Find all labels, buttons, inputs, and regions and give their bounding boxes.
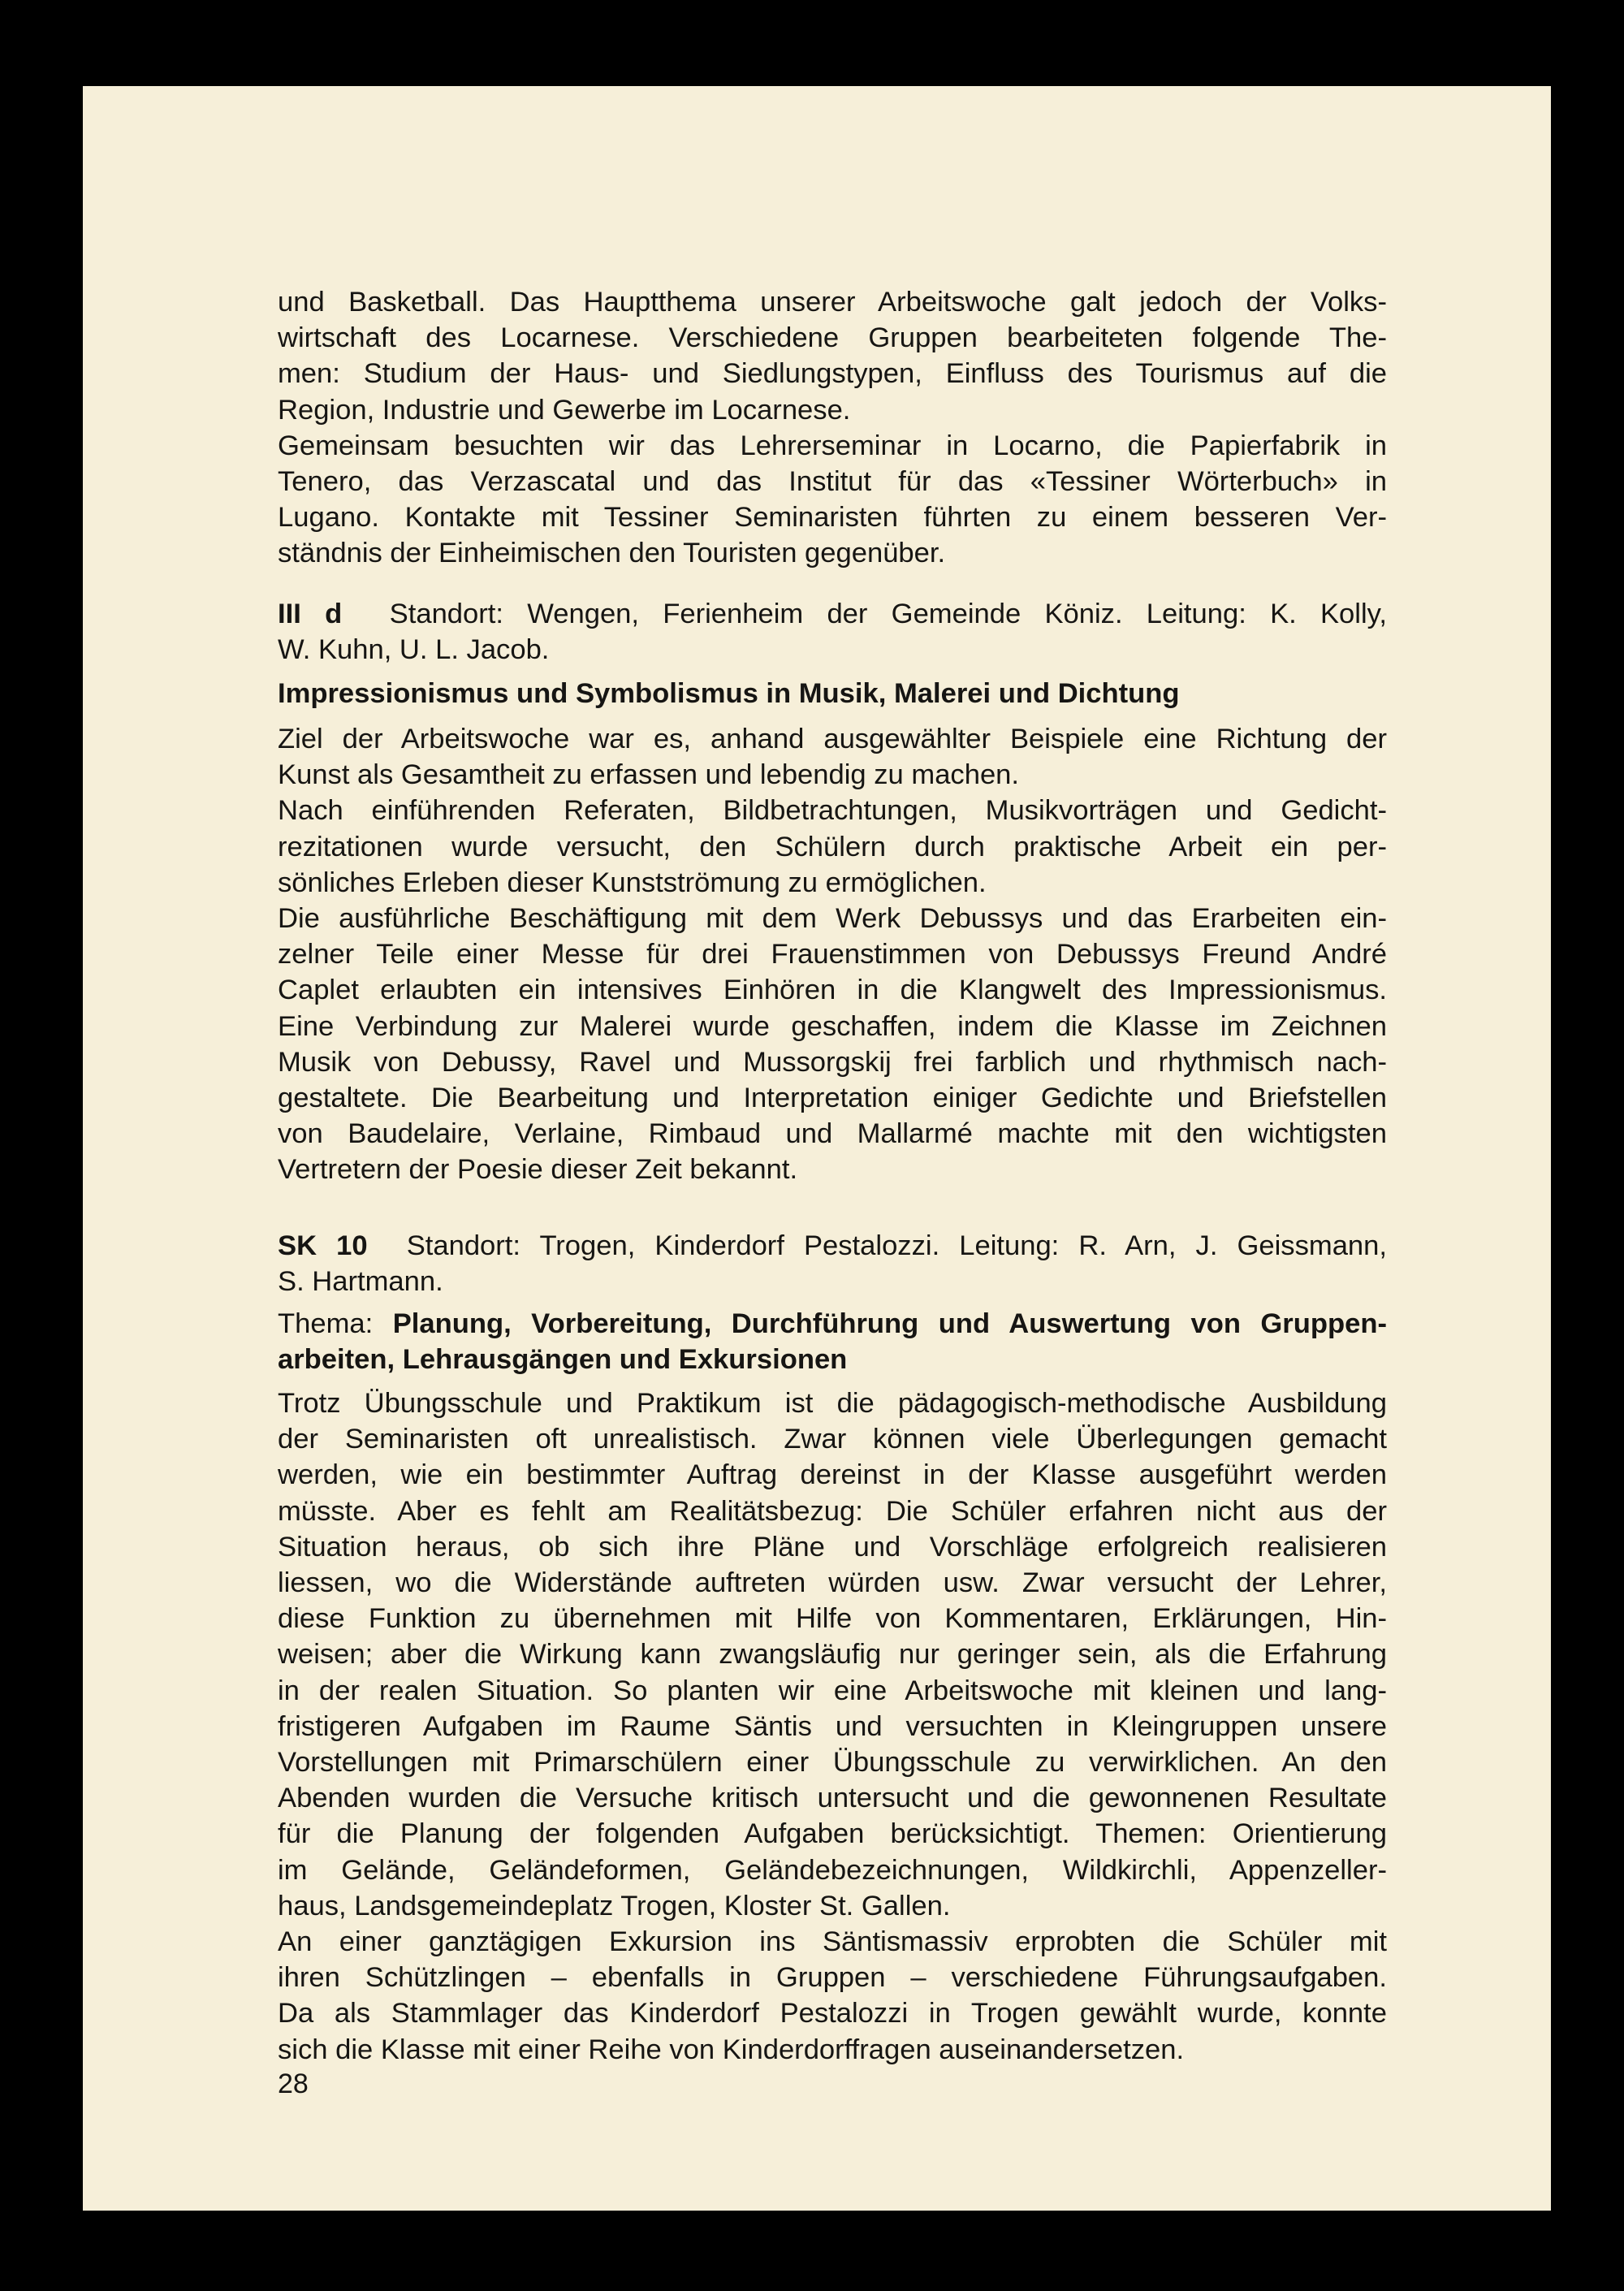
section-meta-line: Standort: Wengen, Ferienheim der Gemeinde Köniz. Leitung: K. Kolly, xyxy=(389,599,1387,629)
body-line: weisen; aber die Wirkung kann zwangsläufig nur geringer sein, als die Erfahrung xyxy=(278,1639,1387,1671)
body-line: in der realen Situation. So planten wir eine Arbeitswoche mit kleinen und lang- xyxy=(278,1675,1387,1706)
intro-line: Gemeinsam besuchten wir das Lehrerseminar in Locarno, die Papierfabrik in xyxy=(278,430,1387,461)
body-line: müsste. Aber es fehlt am Realitätsbezug: Die Schüler erfahren nicht aus der xyxy=(278,1495,1387,1527)
intro-line: und Basketball. Das Hauptthema unserer Arbeitswoche galt jedoch der Volks- xyxy=(278,287,1387,318)
body-line: im Gelände, Geländeformen, Geländebezeichnungen, Wildkirchli, Appenzeller- xyxy=(278,1854,1387,1886)
section-meta-line: Standort: Trogen, Kinderdorf Pestalozzi. Leitung: R. Arn, J. Geissmann, xyxy=(406,1230,1387,1261)
body-line: gestaltete. Die Bearbeitung und Interpretation einiger Gedichte und Briefstellen xyxy=(278,1083,1387,1114)
section-iiid-title-block xyxy=(278,676,1387,711)
body-line: haus, Landsgemeindeplatz Trogen, Kloster St. Gallen. xyxy=(278,1890,951,1921)
section-code: SK 10 xyxy=(278,1230,368,1261)
intro-text xyxy=(278,284,1387,572)
body-line: Abenden wurden die Versuche kritisch untersucht und die gewonnenen Resultate xyxy=(278,1783,1387,1814)
body-line: Ziel der Arbeitswoche war es, anhand ausgewählter Beispiele eine Richtung der xyxy=(278,724,1387,754)
section-iiid xyxy=(278,596,1387,668)
section-code: III d xyxy=(278,599,343,629)
body-line: liessen, wo die Widerstände auftreten würden usw. Zwar versucht der Lehrer, xyxy=(278,1567,1387,1599)
body-line: Musik von Debussy, Ravel und Mussorgskij frei farblich und rhythmisch nach- xyxy=(278,1046,1387,1078)
body-line: werden, wie ein bestimmter Auftrag dereinst in der Klasse ausgeführt werden xyxy=(278,1459,1387,1491)
intro-line: ständnis der Einheimischen den Touristen gegenüber. xyxy=(278,538,946,569)
body-line: Da als Stammlager das Kinderdorf Pestalozzi in Trogen gewählt wurde, konnte xyxy=(278,1998,1387,2029)
section-meta-line: S. Hartmann. xyxy=(278,1266,443,1298)
section-sk10-meta xyxy=(278,1228,1387,1264)
document-page xyxy=(83,86,1551,2211)
intro-line: men: Studium der Haus- und Siedlungstypen, Einfluss des Tourismus auf die xyxy=(278,358,1387,390)
body-line: diese Funktion zu übernehmen mit Hilfe von Kommentaren, Erklärungen, Hin- xyxy=(278,1603,1387,1635)
section-iiid-body xyxy=(278,721,1387,1188)
body-line: für die Planung der folgenden Aufgaben berücksichtigt. Themen: Orientierung xyxy=(278,1818,1387,1850)
body-line: Situation heraus, ob sich ihre Pläne und Vorschläge erfolgreich realisieren xyxy=(278,1531,1387,1563)
body-line: Vertretern der Poesie dieser Zeit bekannt. xyxy=(278,1154,798,1186)
theme-line xyxy=(278,1306,1387,1342)
intro-line: Tenero, das Verzascatal und das Institut für das «Tessiner Wörterbuch» in xyxy=(278,466,1387,498)
body-line: sönliches Erleben dieser Kunstströmung zu ermöglichen. xyxy=(278,867,987,898)
body-line: Trotz Übungsschule und Praktikum ist die pädagogisch-methodische Ausbildung xyxy=(278,1388,1387,1419)
body-line: der Seminaristen oft unrealistisch. Zwar können viele Überlegungen gemacht xyxy=(278,1424,1387,1455)
intro-line: Region, Industrie und Gewerbe im Locarnese. xyxy=(278,394,851,426)
body-line: An einer ganztägigen Exkursion ins Säntismassiv erprobten die Schüler mit xyxy=(278,1926,1387,1958)
section-iiid-meta xyxy=(278,596,1387,632)
body-line: Caplet erlaubten ein intensives Einhören in die Klangwelt des Impressionismus. xyxy=(278,975,1387,1006)
body-line: sich die Klasse mit einer Reihe von Kinderdorffragen auseinandersetzen. xyxy=(278,2034,1185,2065)
section-title: Impressionismus und Symbolismus in Musik, Malerei und Dichtung xyxy=(278,678,1180,709)
body-line: ihren Schützlingen – ebenfalls in Gruppen – verschiedene Führungsaufgaben. xyxy=(278,1962,1387,1994)
body-line: zelner Teile einer Messe für drei Frauenstimmen von Debussys Freund André xyxy=(278,939,1387,970)
intro-line: Lugano. Kontakte mit Tessiner Seminaristen führten zu einem besseren Ver- xyxy=(278,502,1387,534)
body-line: Eine Verbindung zur Malerei wurde geschaffen, indem die Klasse im Zeichnen xyxy=(278,1010,1387,1042)
intro-line: wirtschaft des Locarnese. Verschiedene Gruppen bearbeiteten folgende The- xyxy=(278,322,1387,354)
body-line: rezitationen wurde versucht, den Schülern durch praktische Arbeit ein per- xyxy=(278,831,1387,862)
section-sk10 xyxy=(278,1228,1387,1299)
theme-title: Planung, Vorbereitung, Durchführung und Auswertung von Gruppen- xyxy=(392,1308,1387,1339)
page-number: 28 xyxy=(278,2068,309,2099)
theme-prefix: Thema: xyxy=(278,1308,374,1339)
section-sk10-body xyxy=(278,1385,1387,2068)
body-line: Nach einführenden Referaten, Bildbetrachtungen, Musikvorträgen und Gedicht- xyxy=(278,795,1387,827)
body-line: Vorstellungen mit Primarschülern einer Übungsschule zu verwirklichen. An den xyxy=(278,1747,1387,1779)
theme-title: arbeiten, Lehrausgängen und Exkursionen xyxy=(278,1344,848,1376)
body-line: fristigeren Aufgaben im Raume Säntis und versuchten in Kleingruppen unsere xyxy=(278,1710,1387,1742)
body-line: Die ausführliche Beschäftigung mit dem Werk Debussys und das Erarbeiten ein- xyxy=(278,903,1387,935)
body-line: Kunst als Gesamtheit zu erfassen und lebendig zu machen. xyxy=(278,759,1020,791)
body-line: von Baudelaire, Verlaine, Rimbaud und Mallarmé machte mit den wichtigsten xyxy=(278,1118,1387,1150)
section-meta-line: W. Kuhn, U. L. Jacob. xyxy=(278,634,550,666)
section-sk10-theme xyxy=(278,1306,1387,1377)
